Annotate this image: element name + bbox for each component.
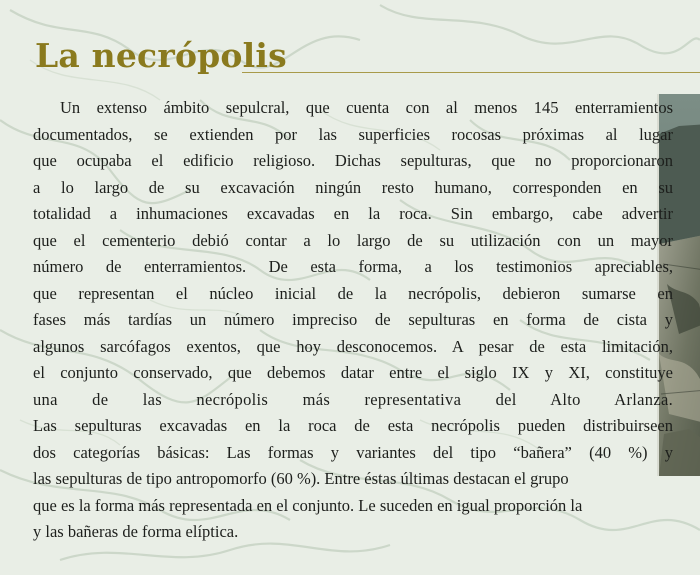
paragraph-line: a lo largo de su excavación ningún resto humano, corresponden en su	[33, 177, 673, 197]
necropolis-description	[33, 95, 673, 546]
paragraph-line: las sepulturas de tipo antropomorfo (60 %). Entre éstas últimas destacan el grupo	[33, 469, 569, 488]
paragraph-line: que representan el núcleo inicial de la necrópolis, debieron sumarse en	[33, 283, 673, 303]
paragraph-line: el conjunto conservado, que debemos datar entre el siglo IX y XI, constituye	[33, 363, 673, 382]
paragraph-line: que el cementerio debió contar a lo largo de su utilización con un mayor	[33, 230, 673, 250]
paragraph-line: dos categorías básicas: Las formas y variantes del tipo “bañera” (40 %) y	[33, 442, 673, 462]
section-title: La necrópolis	[35, 36, 287, 75]
paragraph-line: Un extenso ámbito sepulcral, que cuenta con al menos 145 enterramientos	[60, 98, 673, 117]
title-divider	[242, 72, 700, 73]
paragraph-line: documentados, se extienden por las superficies rocosas próximas al lugar	[33, 124, 673, 144]
paragraph-line: y las bañeras de forma elíptica.	[33, 522, 239, 541]
paragraph-line: fases más tardías un número impreciso de sepulturas en forma de cista y	[33, 310, 673, 329]
paragraph-line: número de enterramientos. De esta forma, a los testimonios apreciables,	[33, 257, 673, 276]
paragraph-line: algunos sarcófagos exentos, que hoy desconocemos. A pesar de esta limitación,	[33, 336, 673, 356]
paragraph-line: una de las necrópolis más representativa del Alto Arlanza.	[33, 389, 673, 409]
paragraph-line: que ocupaba el edificio religioso. Dichas sepulturas, que no proporcionaron	[33, 151, 673, 170]
paragraph-line: totalidad a inhumaciones excavadas en la roca. Sin embargo, cabe advertir	[33, 204, 673, 223]
paragraph-line: que es la forma más representada en el conjunto. Le suceden en igual proporción la	[33, 495, 583, 515]
paragraph-line: Las sepulturas excavadas en la roca de esta necrópolis pueden distribuirseen	[33, 416, 673, 435]
